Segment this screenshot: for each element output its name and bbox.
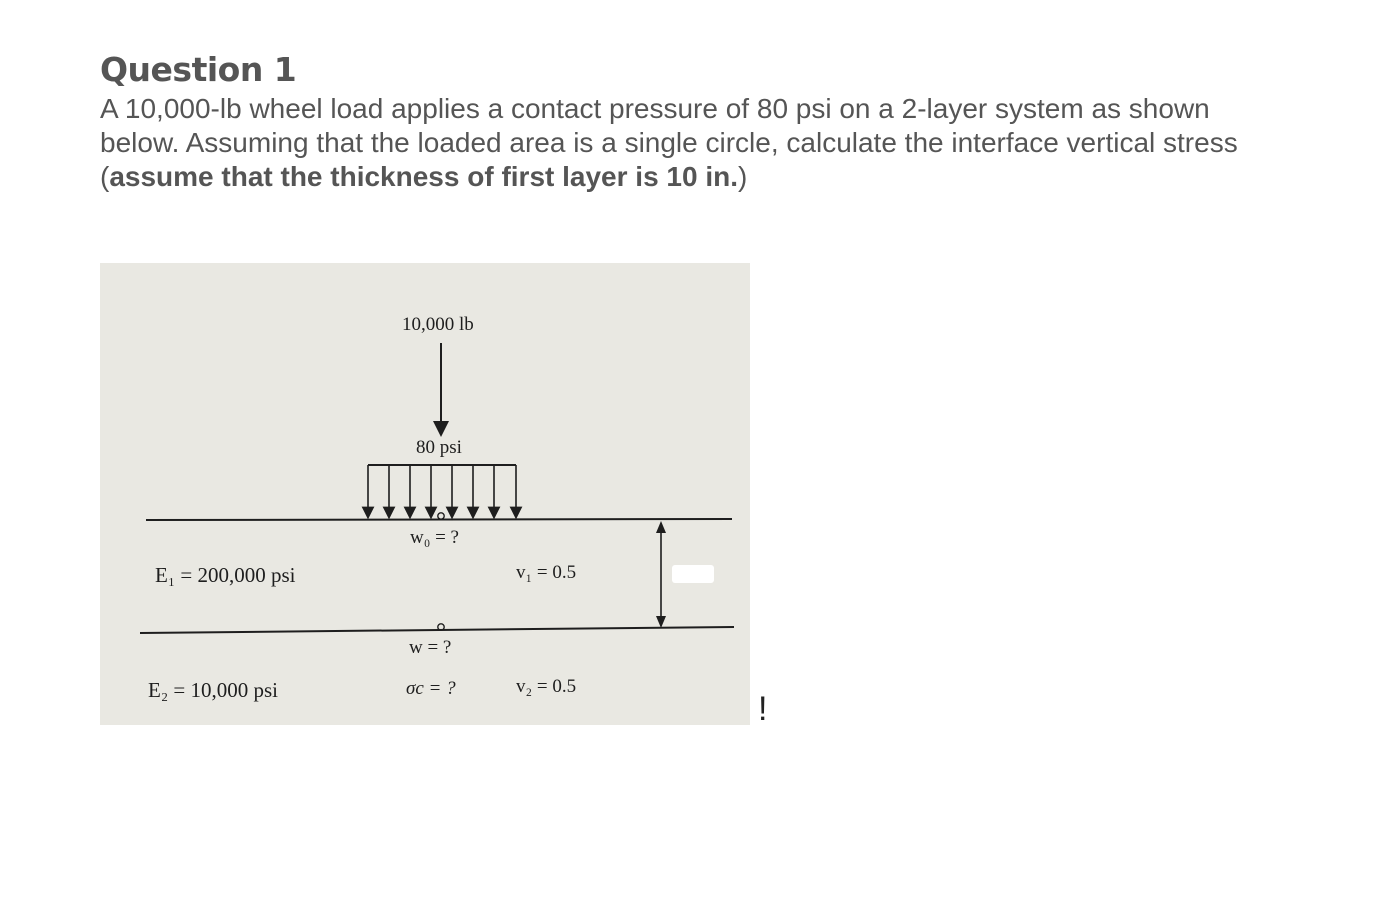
question-line-3-bold: assume that the thickness of first layer is 10 in.	[109, 161, 739, 192]
question-line-1: A 10,000-lb wheel load applies a contact pressure of 80 psi on a 2-layer system as shown	[100, 93, 1210, 124]
v1-label: v₁ = 0.5	[516, 562, 577, 583]
trailing-mark: !	[758, 690, 768, 728]
two-layer-system-figure	[100, 263, 750, 725]
figure-drawing	[100, 263, 750, 725]
question-heading: Question 1	[100, 50, 297, 89]
redacted-thickness-mark	[672, 565, 714, 583]
thickness-arrow-bottom	[656, 616, 666, 628]
e2-label: E₂ = 10,000 psi	[148, 678, 278, 702]
question-text	[100, 92, 1350, 194]
sigma-label: σc = ?	[406, 678, 456, 699]
w0-label: w₀ = ?	[410, 527, 459, 548]
surface-point	[438, 513, 444, 519]
pressure-distribution	[368, 465, 516, 513]
thickness-arrow-top	[656, 521, 666, 533]
v2-label: v₂ = 0.5	[516, 676, 577, 697]
w-label: w = ?	[409, 637, 452, 658]
question-line-2: below. Assuming that the loaded area is a single circle, calculate the interface vertical stress	[100, 127, 1238, 158]
interface-line	[140, 627, 734, 633]
question-line-3-open: (	[100, 161, 110, 192]
load-label: 10,000 lb	[402, 314, 474, 335]
pressure-label: 80 psi	[416, 437, 462, 458]
question-line-3-close: )	[738, 161, 748, 192]
e1-label: E₁ = 200,000 psi	[155, 563, 296, 587]
